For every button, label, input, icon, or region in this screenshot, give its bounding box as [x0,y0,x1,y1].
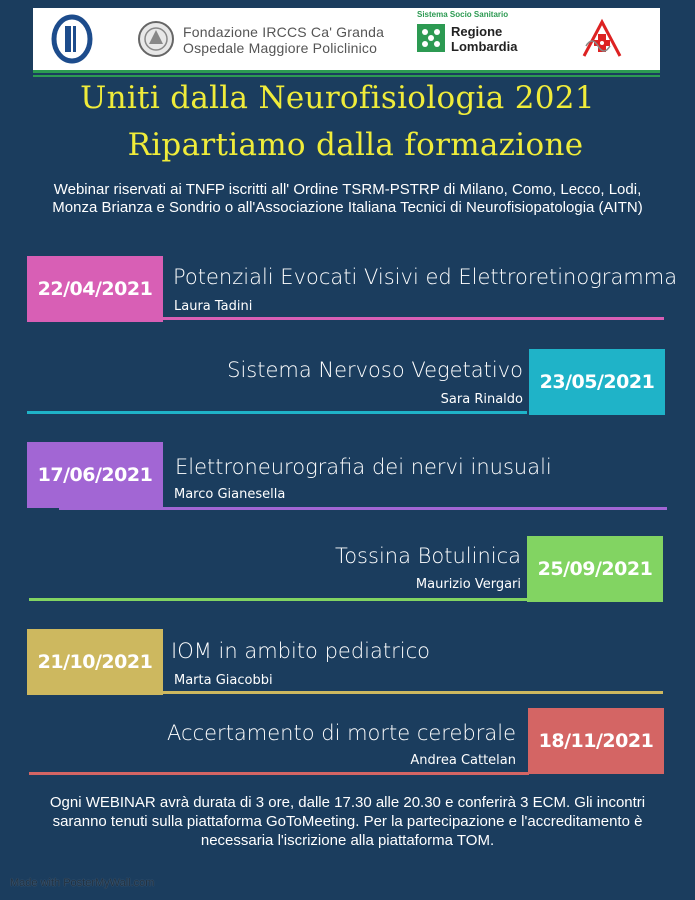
event-date [529,349,665,415]
title-line-2: Ripartiamo dalla formazione [127,127,584,163]
ordine-logo-icon [51,14,93,64]
event-underline [59,317,664,320]
event-underline [27,411,527,414]
event-title: Sistema Nervoso Vegetativo [227,358,523,382]
event-date-label: 17/06/2021 [37,464,153,486]
event-speaker: Maurizio Vergari [415,577,521,592]
aitn-logo-icon [580,16,624,62]
regione-caption: Sistema Socio Sanitario [417,10,509,19]
event-title: Accertamento di morte cerebrale [167,721,516,745]
event-speaker: Andrea Cattelan [410,753,516,768]
fondazione-name: Fondazione IRCCS Ca' Granda Ospedale Maggiore Policlinico [183,24,385,56]
footer-text: Ogni WEBINAR avrà durata di 3 ore, dalle 17.30 alle 20.30 e conferirà 3 ECM. Gli incontri saranno tenuti sulla piattaforma GoToMeeting. Per la partecipazione e l'accreditamento è necessaria l'iscrizione alla piattaforma TOM. [49,794,646,849]
event-speaker: Laura Tadini [174,299,253,314]
regione-name: Regione Lombardia [451,24,518,54]
event-title: Elettroneurografia dei nervi inusuali [175,455,552,479]
event-speaker: Marta Giacobbi [174,673,273,688]
event-underline [29,772,529,775]
event-date-label: 23/05/2021 [539,371,655,393]
logo-band [33,8,660,73]
event-title: Potenziali Evocati Visivi ed Elettroretinogramma [173,265,678,289]
intro-text: Webinar riservati ai TNFP iscritti all' Ordine TSRM-PSTRP di Milano, Como, Lecco, Lodi, Monza Brianza e Sondrio o all'Associazione Italiana Tecnici di Neurofisiopatologia (AITN) [52,181,643,216]
event-speaker: Marco Gianesella [174,487,286,502]
event-title: IOM in ambito pediatrico [171,639,430,663]
event-date [528,708,664,774]
event-date-label: 18/11/2021 [538,730,654,752]
event-date [527,536,663,602]
event-date [27,629,163,695]
event-underline [59,507,667,510]
event-date-label: 25/09/2021 [537,558,653,580]
event-date [27,442,163,508]
regione-lombardia-icon [417,24,445,52]
event-underline [29,598,527,601]
event-date-label: 21/10/2021 [37,651,153,673]
watermark-text: Made with PosterMyWall.com [10,877,155,889]
event-speaker: Sara Rinaldo [440,392,523,407]
event-title: Tossina Botulinica [334,544,521,568]
policlinico-seal-icon [137,20,175,58]
event-date-label: 22/04/2021 [37,278,153,300]
event-date [27,256,163,322]
event-underline [59,691,663,694]
title-line-1: Uniti dalla Neurofisiologia 2021 [80,80,595,116]
